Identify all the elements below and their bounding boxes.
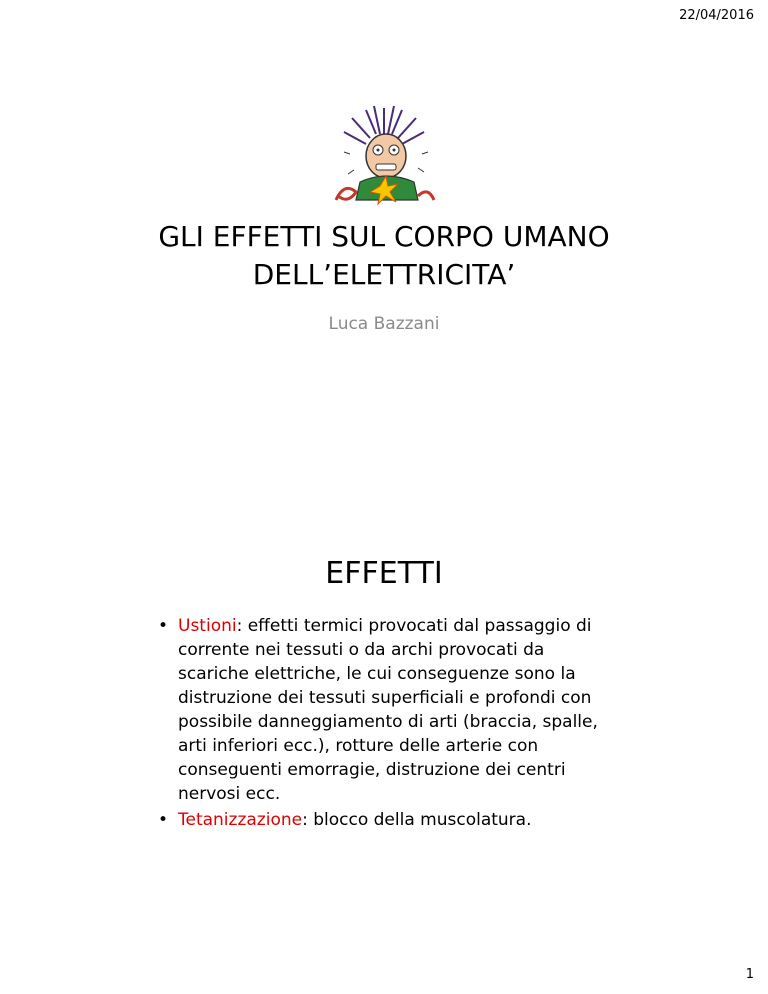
bullet-text: : blocco della muscolatura. (302, 810, 532, 830)
bullet-list (158, 614, 618, 834)
bullet-term: Tetanizzazione (178, 810, 303, 830)
section-heading: EFFETTI (325, 556, 443, 591)
bullet-dot-icon: • (158, 616, 169, 636)
page-number: 1 (745, 967, 754, 982)
bullet-item-tetanizzazione (158, 808, 618, 832)
bullet-text: : effetti termici provocati dal passaggio di corrente nei tessuti o da archi provocati da scariche elettriche, le cui conseguenze sono la distruzione dei tessuti superficiali e profondi con possibile danneggiamento di arti (braccia, spalle, arti inferiori ecc.), rotture delle arterie con conseguenti emorragie, distruzione dei centri nervosi ecc. (178, 616, 598, 804)
page-date: 22/04/2016 (679, 8, 754, 23)
bullet-term: Ustioni (178, 616, 237, 636)
bullet-item-ustioni (158, 614, 618, 806)
slide-title (0, 218, 768, 294)
author-name: Luca Bazzani (328, 314, 440, 334)
electrocuted-man-icon (330, 104, 438, 212)
title-line-1: GLI EFFETTI SUL CORPO UMANO (158, 220, 610, 253)
bullet-dot-icon: • (158, 810, 169, 830)
title-line-2: DELL’ELETTRICITA’ (252, 258, 516, 291)
